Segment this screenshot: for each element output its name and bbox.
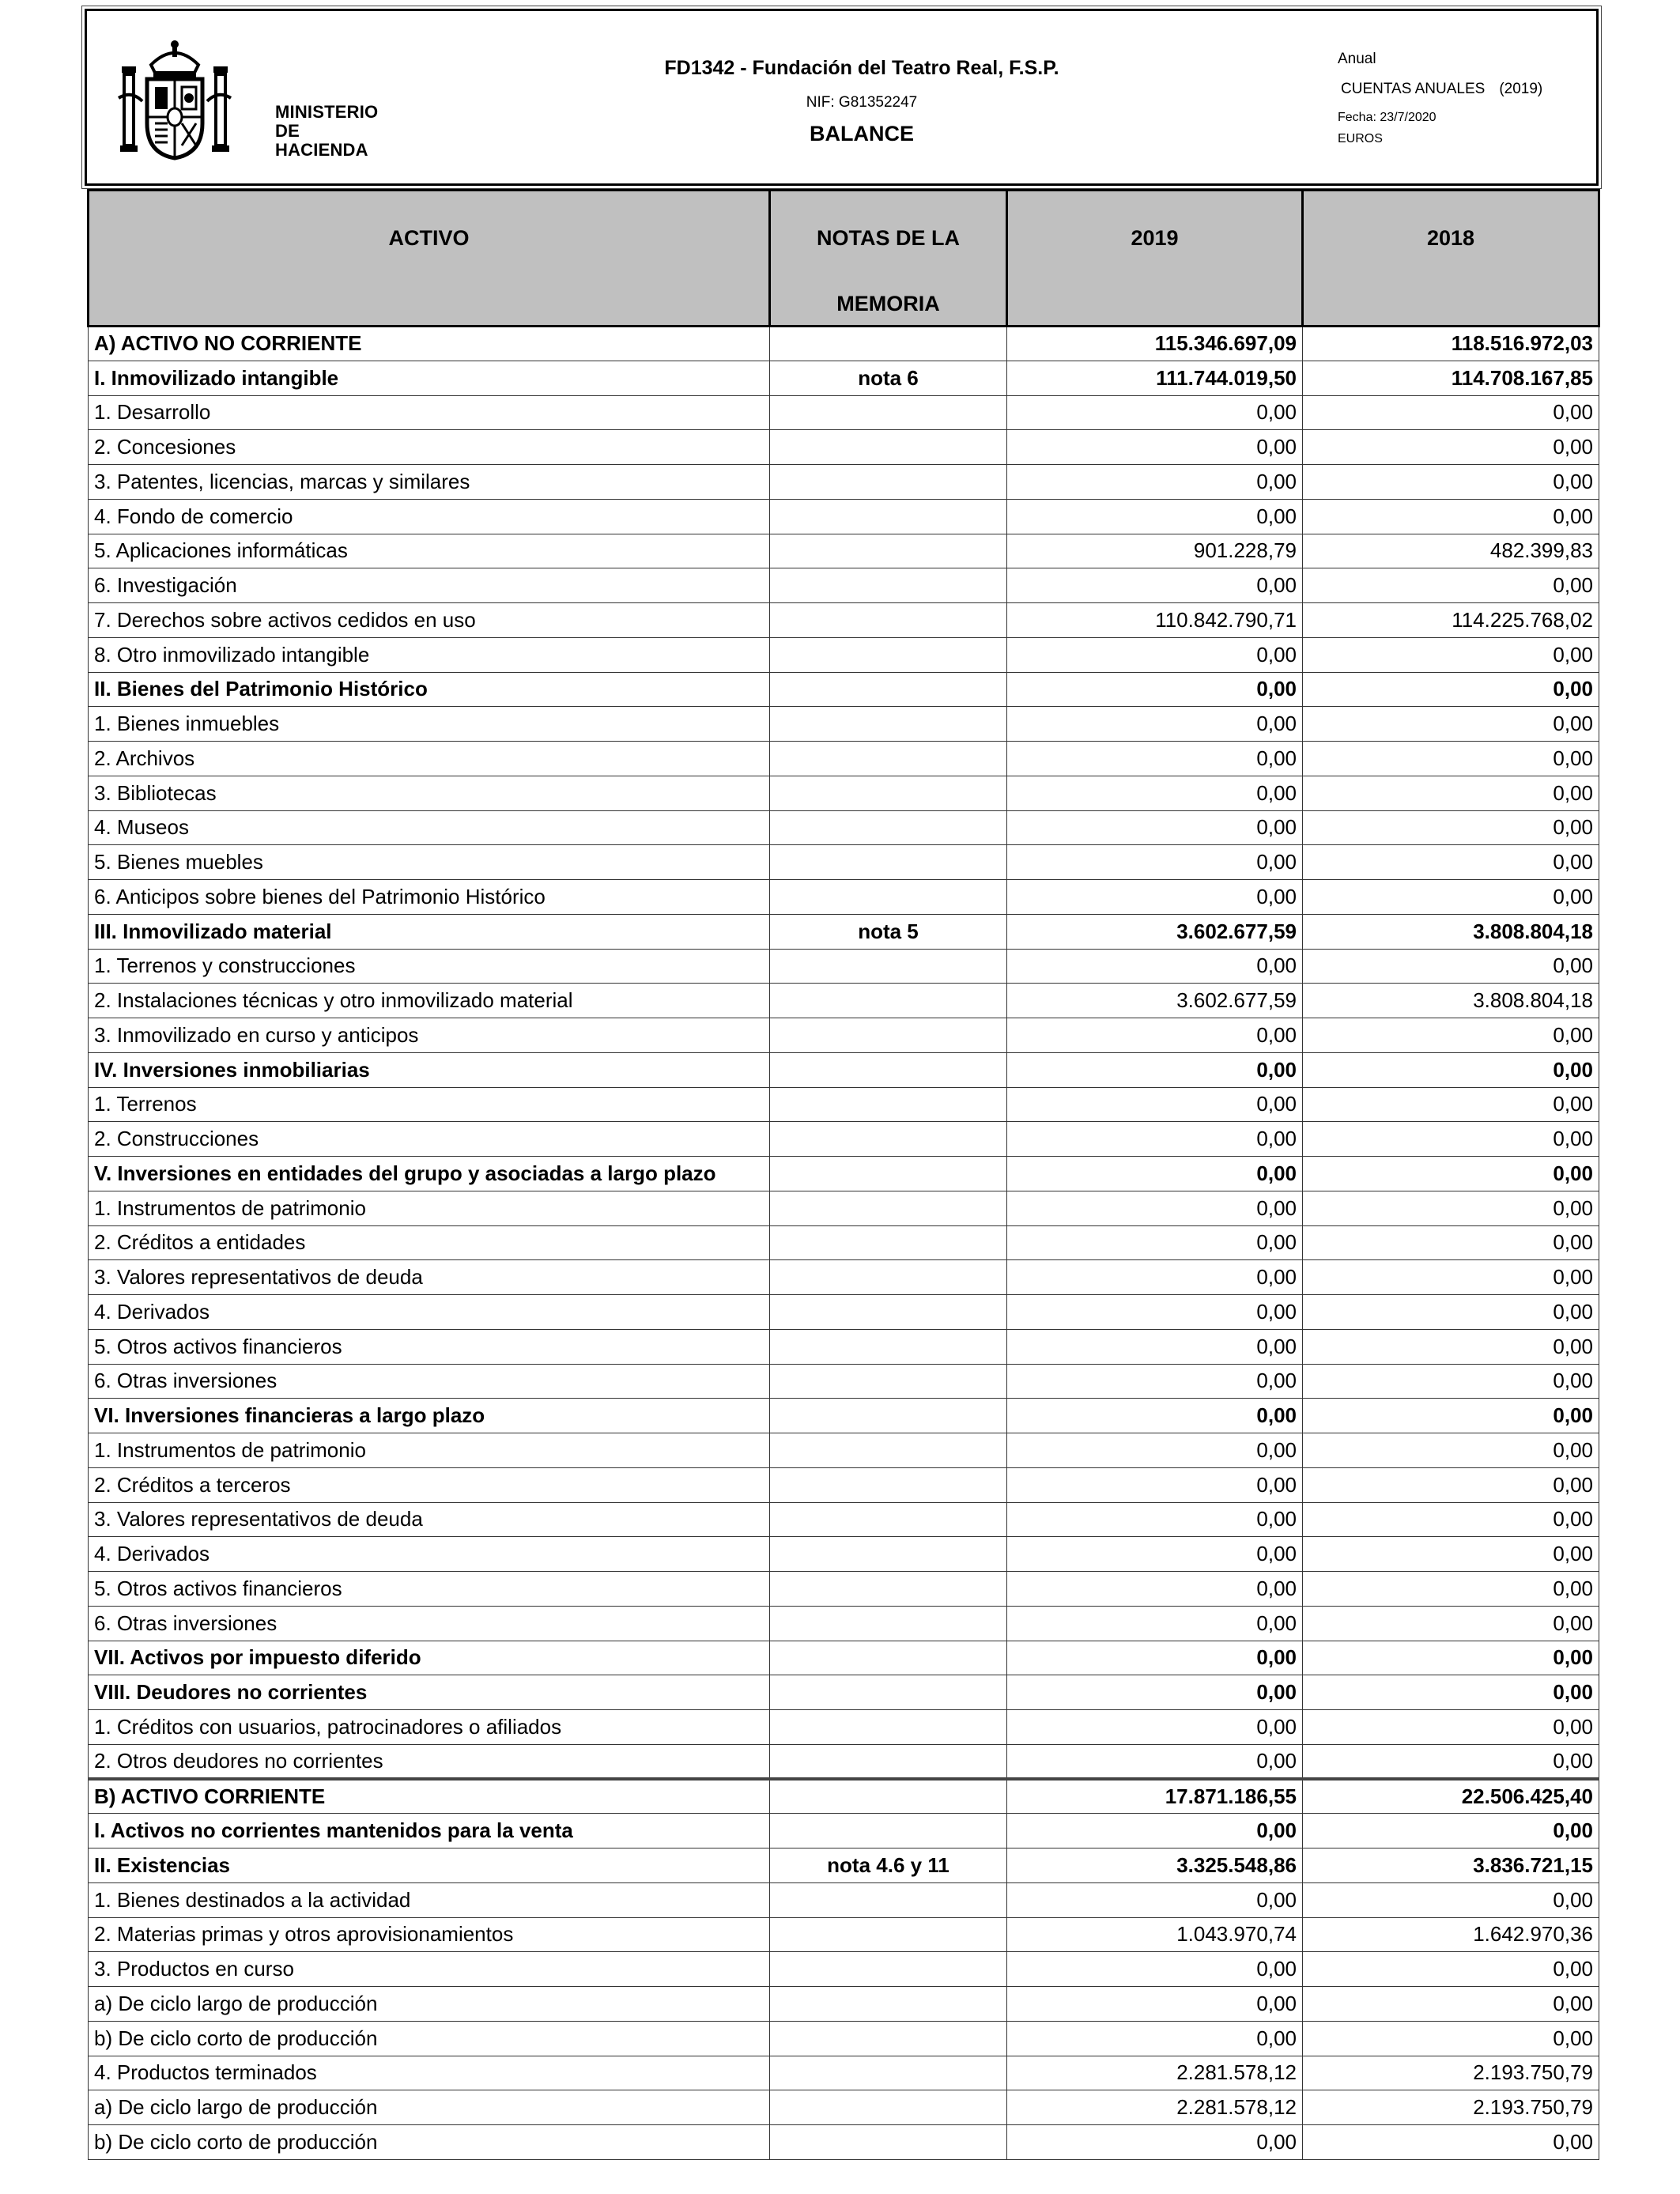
row-value-2018: 0,00	[1303, 1987, 1599, 2022]
row-value-2019: 0,00	[1007, 1087, 1303, 1122]
balance-rows	[89, 327, 1599, 2160]
row-value-2019: 0,00	[1007, 2125, 1303, 2160]
row-note	[770, 534, 1007, 568]
row-note	[770, 672, 1007, 707]
row-label: 1. Desarrollo	[89, 395, 770, 430]
row-value-2018: 114.708.167,85	[1303, 361, 1599, 395]
row-note: nota 5	[770, 914, 1007, 949]
table-row	[89, 776, 1599, 810]
row-note	[770, 1710, 1007, 1745]
row-note	[770, 2125, 1007, 2160]
row-label: 4. Museos	[89, 810, 770, 845]
table-row	[89, 1952, 1599, 1987]
row-value-2018: 0,00	[1303, 1018, 1599, 1053]
row-label: 2. Otros deudores no corrientes	[89, 1744, 770, 1779]
row-value-2018: 0,00	[1303, 637, 1599, 672]
table-row	[89, 1225, 1599, 1260]
row-value-2018: 0,00	[1303, 1537, 1599, 1572]
row-note	[770, 1502, 1007, 1537]
row-label: III. Inmovilizado material	[89, 914, 770, 949]
row-note: nota 6	[770, 361, 1007, 395]
row-label: IV. Inversiones inmobiliarias	[89, 1052, 770, 1087]
row-label: 3. Productos en curso	[89, 1952, 770, 1987]
table-row	[89, 534, 1599, 568]
row-label: 5. Aplicaciones informáticas	[89, 534, 770, 568]
row-value-2018: 0,00	[1303, 810, 1599, 845]
column-header-2019: 2019	[1007, 191, 1303, 327]
row-value-2018: 0,00	[1303, 1606, 1599, 1641]
table-row	[89, 1260, 1599, 1295]
row-value-2019: 0,00	[1007, 1260, 1303, 1295]
row-value-2018: 0,00	[1303, 1087, 1599, 1122]
row-value-2018: 0,00	[1303, 2021, 1599, 2056]
table-row	[89, 1641, 1599, 1675]
table-row	[89, 949, 1599, 984]
row-value-2018: 0,00	[1303, 1641, 1599, 1675]
table-row	[89, 1675, 1599, 1710]
table-row	[89, 845, 1599, 880]
row-note	[770, 499, 1007, 534]
row-value-2018: 0,00	[1303, 568, 1599, 603]
row-note	[770, 1814, 1007, 1848]
row-value-2018: 0,00	[1303, 1191, 1599, 1225]
row-value-2018: 0,00	[1303, 1675, 1599, 1710]
row-value-2019: 0,00	[1007, 1295, 1303, 1330]
row-value-2019: 0,00	[1007, 742, 1303, 776]
row-value-2018: 22.506.425,40	[1303, 1779, 1599, 1814]
table-row	[89, 603, 1599, 638]
table-row	[89, 1814, 1599, 1848]
row-value-2018: 0,00	[1303, 2125, 1599, 2160]
row-label: b) De ciclo corto de producción	[89, 2021, 770, 2056]
row-note	[770, 1191, 1007, 1225]
table-row	[89, 1606, 1599, 1641]
row-note	[770, 1987, 1007, 2022]
row-value-2019: 3.602.677,59	[1007, 914, 1303, 949]
row-value-2019: 0,00	[1007, 568, 1303, 603]
row-value-2019: 0,00	[1007, 1502, 1303, 1537]
row-label: 3. Valores representativos de deuda	[89, 1260, 770, 1295]
report-type-label: CUENTAS ANUALES	[1341, 81, 1486, 97]
row-value-2018: 0,00	[1303, 1744, 1599, 1779]
row-value-2019: 0,00	[1007, 430, 1303, 465]
row-value-2018: 0,00	[1303, 1052, 1599, 1087]
row-value-2019: 0,00	[1007, 1364, 1303, 1399]
row-note	[770, 1779, 1007, 1814]
row-note	[770, 845, 1007, 880]
row-note	[770, 327, 1007, 361]
row-note	[770, 465, 1007, 500]
row-label: 8. Otro inmovilizado intangible	[89, 637, 770, 672]
ministry-name	[275, 103, 378, 160]
row-value-2018: 2.193.750,79	[1303, 2090, 1599, 2125]
table-row	[89, 1848, 1599, 1883]
row-value-2018: 0,00	[1303, 1399, 1599, 1433]
row-label: 1. Bienes destinados a la actividad	[89, 1882, 770, 1917]
column-header-2018: 2018	[1303, 191, 1599, 327]
row-value-2018: 0,00	[1303, 1157, 1599, 1191]
row-value-2018: 0,00	[1303, 742, 1599, 776]
entity-title: FD1342 - Fundación del Teatro Real, F.S.P.	[664, 57, 1059, 79]
table-row	[89, 1917, 1599, 1952]
row-value-2019: 0,00	[1007, 465, 1303, 500]
report-period: Anual	[1338, 51, 1376, 67]
row-value-2019: 0,00	[1007, 1225, 1303, 1260]
table-row	[89, 984, 1599, 1018]
row-value-2018: 2.193.750,79	[1303, 2056, 1599, 2090]
row-label: 2. Archivos	[89, 742, 770, 776]
row-value-2019: 2.281.578,12	[1007, 2090, 1303, 2125]
table-row	[89, 1191, 1599, 1225]
row-label: I. Inmovilizado intangible	[89, 361, 770, 395]
row-note	[770, 2056, 1007, 2090]
row-label: 2. Concesiones	[89, 430, 770, 465]
table-row	[89, 1329, 1599, 1364]
table-row	[89, 1122, 1599, 1157]
row-value-2018: 0,00	[1303, 1433, 1599, 1468]
table-row	[89, 810, 1599, 845]
row-label: II. Bienes del Patrimonio Histórico	[89, 672, 770, 707]
row-note	[770, 395, 1007, 430]
table-row	[89, 499, 1599, 534]
table-row	[89, 1052, 1599, 1087]
report-year: (2019)	[1499, 81, 1543, 97]
report-type	[1341, 81, 1542, 98]
row-label: 5. Bienes muebles	[89, 845, 770, 880]
row-value-2019: 0,00	[1007, 1191, 1303, 1225]
column-header-activo: ACTIVO	[89, 191, 770, 327]
row-label: 1. Bienes inmuebles	[89, 707, 770, 742]
balance-table	[87, 189, 1600, 2160]
row-label: 6. Investigación	[89, 568, 770, 603]
row-value-2019: 0,00	[1007, 1433, 1303, 1468]
row-note	[770, 1122, 1007, 1157]
ministry-line2: DE HACIENDA	[275, 121, 368, 160]
row-label: 1. Instrumentos de patrimonio	[89, 1191, 770, 1225]
row-value-2018: 0,00	[1303, 845, 1599, 880]
row-note	[770, 1572, 1007, 1607]
row-value-2019: 17.871.186,55	[1007, 1779, 1303, 1814]
row-value-2019: 0,00	[1007, 1329, 1303, 1364]
row-note	[770, 1260, 1007, 1295]
row-value-2018: 0,00	[1303, 430, 1599, 465]
row-value-2018: 0,00	[1303, 395, 1599, 430]
row-label: 3. Bibliotecas	[89, 776, 770, 810]
row-value-2018: 118.516.972,03	[1303, 327, 1599, 361]
table-row	[89, 742, 1599, 776]
row-value-2019: 0,00	[1007, 845, 1303, 880]
row-value-2019: 0,00	[1007, 1814, 1303, 1848]
row-value-2019: 0,00	[1007, 1572, 1303, 1607]
row-note	[770, 1537, 1007, 1572]
row-value-2018: 0,00	[1303, 1329, 1599, 1364]
table-row	[89, 1502, 1599, 1537]
row-label: B) ACTIVO CORRIENTE	[89, 1779, 770, 1814]
row-note	[770, 1606, 1007, 1641]
row-label: a) De ciclo largo de producción	[89, 1987, 770, 2022]
entity-nif: NIF: G81352247	[806, 94, 918, 111]
row-note	[770, 1641, 1007, 1675]
table-row	[89, 1744, 1599, 1779]
row-label: 4. Derivados	[89, 1295, 770, 1330]
row-value-2019: 0,00	[1007, 1467, 1303, 1502]
row-value-2019: 111.744.019,50	[1007, 361, 1303, 395]
row-value-2018: 0,00	[1303, 1364, 1599, 1399]
row-value-2019: 3.602.677,59	[1007, 984, 1303, 1018]
row-value-2018: 0,00	[1303, 949, 1599, 984]
row-value-2018: 0,00	[1303, 1502, 1599, 1537]
row-label: 2. Instalaciones técnicas y otro inmovilizado material	[89, 984, 770, 1018]
row-value-2018: 0,00	[1303, 1952, 1599, 1987]
ministry-line1: MINISTERIO	[275, 102, 379, 122]
table-row	[89, 1882, 1599, 1917]
row-label: 6. Otras inversiones	[89, 1364, 770, 1399]
row-value-2018: 0,00	[1303, 465, 1599, 500]
table-row	[89, 1018, 1599, 1053]
row-value-2018: 0,00	[1303, 1295, 1599, 1330]
table-row	[89, 1295, 1599, 1330]
row-value-2019: 0,00	[1007, 2021, 1303, 2056]
row-value-2019: 0,00	[1007, 1606, 1303, 1641]
table-row	[89, 430, 1599, 465]
row-label: a) De ciclo largo de producción	[89, 2090, 770, 2125]
row-label: 3. Patentes, licencias, marcas y similares	[89, 465, 770, 500]
row-note	[770, 742, 1007, 776]
row-note	[770, 2090, 1007, 2125]
row-value-2018: 0,00	[1303, 1260, 1599, 1295]
table-row	[89, 1364, 1599, 1399]
row-note	[770, 1364, 1007, 1399]
row-note	[770, 1744, 1007, 1779]
column-header-notas	[770, 191, 1007, 327]
column-header-notas-line2: MEMORIA	[836, 292, 940, 315]
row-value-2019: 0,00	[1007, 1537, 1303, 1572]
row-note	[770, 1157, 1007, 1191]
table-row	[89, 568, 1599, 603]
row-value-2019: 1.043.970,74	[1007, 1917, 1303, 1952]
row-label: 6. Anticipos sobre bienes del Patrimonio Histórico	[89, 880, 770, 915]
table-row	[89, 914, 1599, 949]
row-value-2019: 0,00	[1007, 1018, 1303, 1053]
table-row	[89, 1433, 1599, 1468]
row-note	[770, 707, 1007, 742]
row-note	[770, 1917, 1007, 1952]
row-label: b) De ciclo corto de producción	[89, 2125, 770, 2160]
table-row	[89, 1779, 1599, 1814]
row-value-2019: 0,00	[1007, 1157, 1303, 1191]
row-label: VIII. Deudores no corrientes	[89, 1675, 770, 1710]
row-value-2019: 901.228,79	[1007, 534, 1303, 568]
row-value-2018: 0,00	[1303, 499, 1599, 534]
row-note	[770, 1052, 1007, 1087]
table-row	[89, 2021, 1599, 2056]
row-label: 4. Derivados	[89, 1537, 770, 1572]
row-label: V. Inversiones en entidades del grupo y asociadas a largo plazo	[89, 1157, 770, 1191]
table-row	[89, 1710, 1599, 1745]
document-title: BALANCE	[810, 122, 914, 145]
row-value-2019: 0,00	[1007, 1710, 1303, 1745]
row-value-2019: 0,00	[1007, 395, 1303, 430]
row-value-2019: 0,00	[1007, 1744, 1303, 1779]
table-row	[89, 637, 1599, 672]
document-header	[85, 9, 1599, 186]
row-label: 1. Instrumentos de patrimonio	[89, 1433, 770, 1468]
row-value-2018: 0,00	[1303, 1710, 1599, 1745]
row-label: 5. Otros activos financieros	[89, 1572, 770, 1607]
row-value-2018: 0,00	[1303, 1467, 1599, 1502]
row-value-2019: 0,00	[1007, 949, 1303, 984]
row-value-2018: 0,00	[1303, 1122, 1599, 1157]
row-label: 1. Créditos con usuarios, patrocinadores o afiliados	[89, 1710, 770, 1745]
row-value-2018: 0,00	[1303, 1225, 1599, 1260]
row-label: 1. Terrenos	[89, 1087, 770, 1122]
table-row	[89, 327, 1599, 361]
row-value-2018: 1.642.970,36	[1303, 1917, 1599, 1952]
row-label: 2. Créditos a entidades	[89, 1225, 770, 1260]
row-value-2019: 0,00	[1007, 1641, 1303, 1675]
table-row	[89, 465, 1599, 500]
row-note	[770, 603, 1007, 638]
currency-unit: EUROS	[1338, 132, 1383, 145]
table-row	[89, 361, 1599, 395]
row-value-2019: 0,00	[1007, 707, 1303, 742]
table-row	[89, 1987, 1599, 2022]
row-label: I. Activos no corrientes mantenidos para la venta	[89, 1814, 770, 1848]
row-label: 4. Productos terminados	[89, 2056, 770, 2090]
table-row	[89, 1537, 1599, 1572]
row-value-2018: 0,00	[1303, 776, 1599, 810]
column-header-notas-line1: NOTAS DE LA	[817, 226, 960, 250]
row-note	[770, 1882, 1007, 1917]
row-label: 4. Fondo de comercio	[89, 499, 770, 534]
row-value-2018: 0,00	[1303, 672, 1599, 707]
row-value-2019: 0,00	[1007, 1987, 1303, 2022]
row-value-2018: 482.399,83	[1303, 534, 1599, 568]
table-row	[89, 707, 1599, 742]
row-value-2018: 3.808.804,18	[1303, 914, 1599, 949]
row-value-2018: 0,00	[1303, 1814, 1599, 1848]
row-note	[770, 1433, 1007, 1468]
ministry-logo	[115, 35, 379, 161]
table-row	[89, 395, 1599, 430]
row-value-2019: 0,00	[1007, 499, 1303, 534]
row-note	[770, 2021, 1007, 2056]
row-value-2018: 0,00	[1303, 1572, 1599, 1607]
row-note	[770, 984, 1007, 1018]
row-note	[770, 949, 1007, 984]
row-note	[770, 1225, 1007, 1260]
row-note	[770, 637, 1007, 672]
row-value-2018: 3.836.721,15	[1303, 1848, 1599, 1883]
row-value-2018: 3.808.804,18	[1303, 984, 1599, 1018]
row-value-2019: 3.325.548,86	[1007, 1848, 1303, 1883]
row-value-2019: 115.346.697,09	[1007, 327, 1303, 361]
table-header-row	[89, 191, 1599, 327]
row-value-2018: 0,00	[1303, 1882, 1599, 1917]
row-value-2019: 0,00	[1007, 1675, 1303, 1710]
report-date: Fecha: 23/7/2020	[1338, 111, 1436, 124]
row-note	[770, 1295, 1007, 1330]
row-note	[770, 1018, 1007, 1053]
table-row	[89, 1157, 1599, 1191]
row-value-2019: 0,00	[1007, 776, 1303, 810]
row-note	[770, 1087, 1007, 1122]
table-row	[89, 2090, 1599, 2125]
row-value-2019: 0,00	[1007, 880, 1303, 915]
row-note	[770, 1329, 1007, 1364]
row-note	[770, 1467, 1007, 1502]
row-label: VII. Activos por impuesto diferido	[89, 1641, 770, 1675]
row-note	[770, 1675, 1007, 1710]
row-value-2018: 114.225.768,02	[1303, 603, 1599, 638]
row-value-2019: 0,00	[1007, 1882, 1303, 1917]
table-row	[89, 2125, 1599, 2160]
row-value-2018: 0,00	[1303, 707, 1599, 742]
row-note	[770, 776, 1007, 810]
row-label: 3. Valores representativos de deuda	[89, 1502, 770, 1537]
row-value-2019: 0,00	[1007, 1122, 1303, 1157]
row-value-2019: 110.842.790,71	[1007, 603, 1303, 638]
row-note	[770, 1399, 1007, 1433]
table-row	[89, 1572, 1599, 1607]
row-label: 2. Créditos a terceros	[89, 1467, 770, 1502]
row-label: II. Existencias	[89, 1848, 770, 1883]
table-row	[89, 2056, 1599, 2090]
row-value-2019: 0,00	[1007, 810, 1303, 845]
row-label: 6. Otras inversiones	[89, 1606, 770, 1641]
row-note: nota 4.6 y 11	[770, 1848, 1007, 1883]
row-label: 1. Terrenos y construcciones	[89, 949, 770, 984]
row-note	[770, 568, 1007, 603]
row-label: 7. Derechos sobre activos cedidos en uso	[89, 603, 770, 638]
row-label: VI. Inversiones financieras a largo plazo	[89, 1399, 770, 1433]
coat-of-arms-icon	[115, 35, 234, 161]
row-label: 2. Construcciones	[89, 1122, 770, 1157]
row-note	[770, 880, 1007, 915]
row-label: A) ACTIVO NO CORRIENTE	[89, 327, 770, 361]
row-note	[770, 1952, 1007, 1987]
row-value-2019: 0,00	[1007, 672, 1303, 707]
row-value-2019: 0,00	[1007, 1399, 1303, 1433]
table-row	[89, 672, 1599, 707]
row-value-2018: 0,00	[1303, 880, 1599, 915]
row-note	[770, 810, 1007, 845]
row-value-2019: 0,00	[1007, 637, 1303, 672]
row-value-2019: 0,00	[1007, 1952, 1303, 1987]
table-row	[89, 1467, 1599, 1502]
row-label: 2. Materias primas y otros aprovisionamientos	[89, 1917, 770, 1952]
row-label: 3. Inmovilizado en curso y anticipos	[89, 1018, 770, 1053]
row-label: 5. Otros activos financieros	[89, 1329, 770, 1364]
table-row	[89, 1087, 1599, 1122]
row-value-2019: 2.281.578,12	[1007, 2056, 1303, 2090]
table-row	[89, 880, 1599, 915]
row-value-2019: 0,00	[1007, 1052, 1303, 1087]
table-row	[89, 1399, 1599, 1433]
row-note	[770, 430, 1007, 465]
